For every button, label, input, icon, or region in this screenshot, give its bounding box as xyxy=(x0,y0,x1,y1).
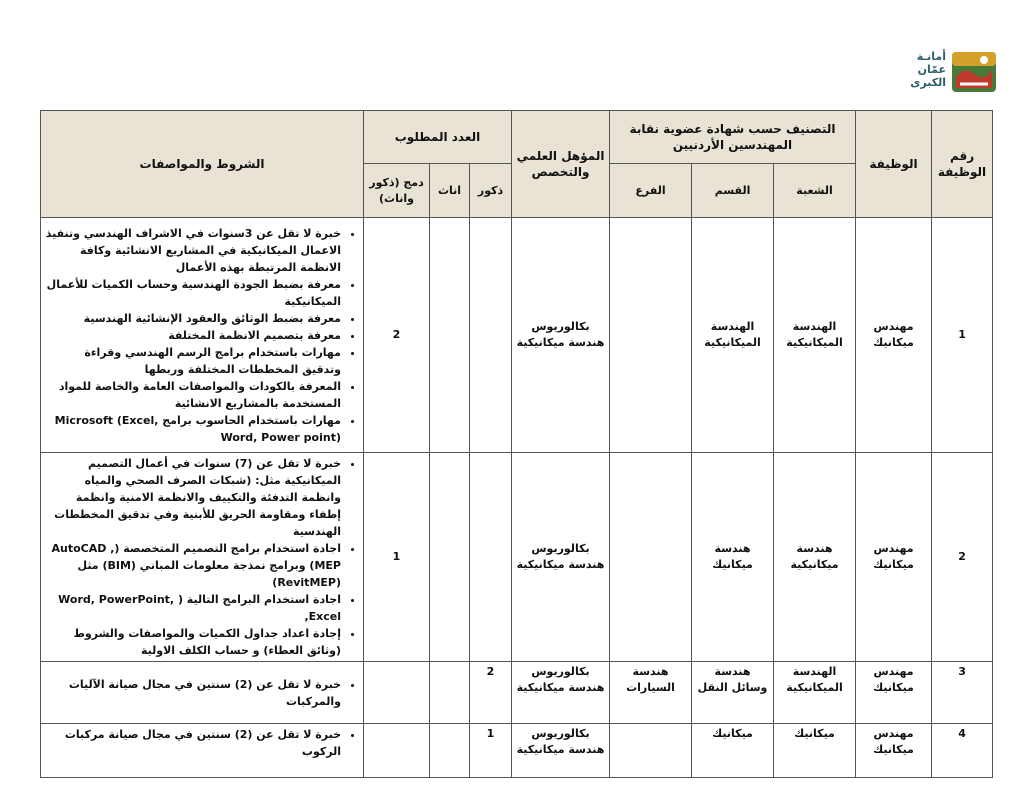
logo-emblem-icon xyxy=(950,48,998,96)
jobs-table xyxy=(40,110,993,778)
condition-item: • خبرة لا تقل عن (7) سنوات في أعمال التصميم الميكانيكية مثل: (شبكات الصرف الصحي والمياه وانظمة التدفئة والتكييف والانظمة الامنية وانظمة إطفاء ومقاومة الحريق للأبنية وفي تدقيق المخططات الهندسية xyxy=(45,455,341,540)
cell-qualification: بكالوريوس هندسة ميكانيكية xyxy=(512,724,610,778)
cell-conditions xyxy=(41,218,364,453)
cell-mixed xyxy=(364,724,430,778)
condition-item: • اجادة استخدام برامج التصميم المتخصصة (AutoCAD , MEP) وبرامج نمذجة معلومات المباني (BIM) مثل (RevitMEP) xyxy=(45,540,341,591)
condition-item: • خبرة لا تقل عن (2) سنتين في مجال صيانة مركبات الركوب xyxy=(45,726,341,760)
cell-males: 1 xyxy=(470,724,512,778)
logo-line-3: الكبرى xyxy=(910,76,946,89)
header-division: الشعبة xyxy=(774,164,856,218)
logo-line-1: أمانـة xyxy=(916,50,946,63)
conditions-list xyxy=(45,225,355,446)
cell-branch xyxy=(610,453,692,662)
cell-conditions xyxy=(41,453,364,662)
header-count: العدد المطلوب xyxy=(364,111,512,164)
cell-job: مهندس ميكانيك xyxy=(856,218,932,453)
cell-qualification: بكالوريوس هندسة ميكانيكية xyxy=(512,218,610,453)
condition-item: • معرفة بضبط الوثائق والعقود الإنشائية الهندسية xyxy=(45,310,341,327)
cell-branch xyxy=(610,218,692,453)
cell-section: ميكانيك xyxy=(692,724,774,778)
cell-females xyxy=(430,662,470,724)
cell-job: مهندس ميكانيك xyxy=(856,453,932,662)
conditions-list xyxy=(45,726,355,760)
header-males: ذكور xyxy=(470,164,512,218)
header-qualification: المؤهل العلمي والتخصص xyxy=(512,111,610,218)
cell-division: ميكانيك xyxy=(774,724,856,778)
conditions-list xyxy=(45,455,355,659)
table-row xyxy=(41,218,993,453)
cell-job-no: 4 xyxy=(932,724,993,778)
cell-males: 2 xyxy=(470,662,512,724)
cell-job-no: 2 xyxy=(932,453,993,662)
cell-job: مهندس ميكانيك xyxy=(856,662,932,724)
cell-qualification: بكالوريوس هندسة ميكانيكية xyxy=(512,662,610,724)
header-job-no: رقم الوظيفة xyxy=(932,111,993,218)
cell-mixed: 2 xyxy=(364,218,430,453)
condition-item: • المعرفة بالكودات والمواصفات العامة والخاصة للمواد المستخدمة بالمشاريع الانشائية xyxy=(45,378,341,412)
table-row xyxy=(41,662,993,724)
header-branch: الفرع xyxy=(610,164,692,218)
condition-item: • مهارات باستخدام برامج الرسم الهندسي وقراءة وتدقيق المخططات المختلفة وربطها xyxy=(45,344,341,378)
cell-job-no: 1 xyxy=(932,218,993,453)
header-mixed: دمج (ذكور واناث) xyxy=(364,164,430,218)
header-job: الوظيفة xyxy=(856,111,932,218)
logo-text xyxy=(910,50,946,89)
cell-branch: هندسة السيارات xyxy=(610,662,692,724)
cell-section: هندسة وسائل النقل xyxy=(692,662,774,724)
cell-males xyxy=(470,218,512,453)
condition-item: • خبرة لا تقل عن 3سنوات في الاشراف الهندسي وتنفيذ الاعمال الميكانيكية في المشاريع الانشائية وكافة الانظمة المرتبطة بهذه الأعمال xyxy=(45,225,341,276)
cell-branch xyxy=(610,724,692,778)
conditions-list xyxy=(45,676,355,710)
cell-conditions xyxy=(41,662,364,724)
cell-section: الهندسة الميكانيكية xyxy=(692,218,774,453)
cell-qualification: بكالوريوس هندسة ميكانيكية xyxy=(512,453,610,662)
cell-females xyxy=(430,218,470,453)
logo-line-2: عمّان xyxy=(917,63,946,76)
condition-item: • إجادة اعداد جداول الكميات والمواصفات والشروط (وثائق العطاء) و حساب الكلف الاولية xyxy=(45,625,341,659)
cell-division: الهندسة الميكانيكية xyxy=(774,662,856,724)
cell-division: الهندسة الميكانيكية xyxy=(774,218,856,453)
header-section: القسم xyxy=(692,164,774,218)
cell-males xyxy=(470,453,512,662)
cell-mixed: 1 xyxy=(364,453,430,662)
cell-job-no: 3 xyxy=(932,662,993,724)
table-row xyxy=(41,453,993,662)
table-row xyxy=(41,724,993,778)
cell-mixed xyxy=(364,662,430,724)
cell-females xyxy=(430,724,470,778)
cell-job: مهندس ميكانيك xyxy=(856,724,932,778)
condition-item: • اجادة استخدام البرامج التالية ( Word, PowerPoint, Excel, xyxy=(45,591,341,625)
condition-item: • معرفة بضبط الجودة الهندسية وحساب الكميات للأعمال الميكانيكية xyxy=(45,276,341,310)
condition-item: • مهارات باستخدام الحاسوب برامج Microsoft (Excel, Word, Power point) xyxy=(45,412,341,446)
condition-item: • معرفة بتصميم الانظمة المختلفة xyxy=(45,327,341,344)
cell-division: هندسة ميكانيكية xyxy=(774,453,856,662)
cell-conditions xyxy=(41,724,364,778)
amman-municipality-logo xyxy=(910,44,998,100)
header-females: اناث xyxy=(430,164,470,218)
cell-females xyxy=(430,453,470,662)
header-classification: التصنيف حسب شهادة عضوية نقابة المهندسين الأردنيين xyxy=(610,111,856,164)
cell-section: هندسة ميكانيك xyxy=(692,453,774,662)
condition-item: • خبرة لا تقل عن (2) سنتين في مجال صيانة الآليات والمركبات xyxy=(45,676,341,710)
header-conditions: الشروط والمواصفات xyxy=(41,111,364,218)
